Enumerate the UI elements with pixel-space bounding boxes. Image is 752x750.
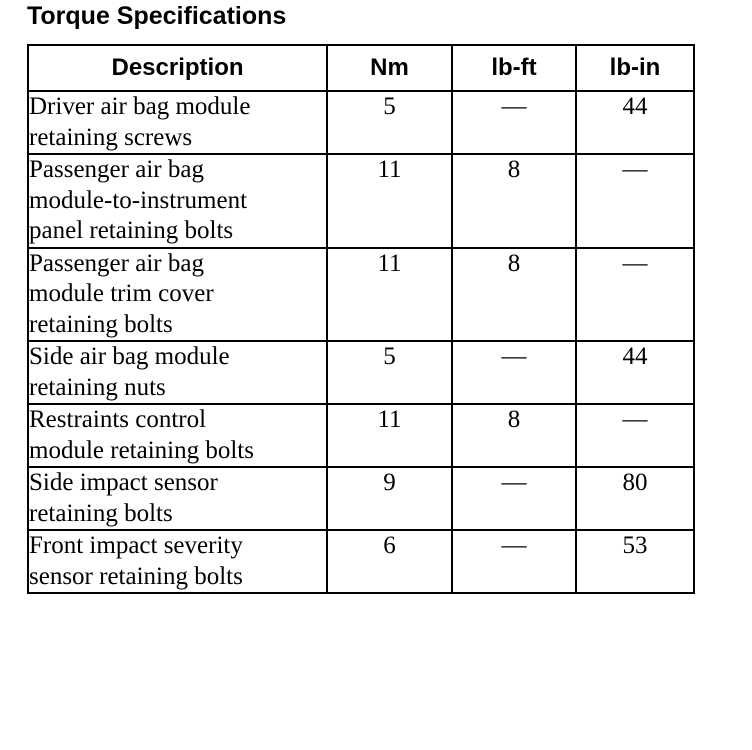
nm-cell: 11	[327, 154, 452, 248]
description-line: Passenger air bag	[29, 249, 204, 277]
description-line: module trim cover	[29, 280, 214, 307]
description-line: Side air bag module	[29, 343, 230, 370]
table-row	[28, 530, 694, 593]
description-line: retaining screws	[29, 123, 193, 151]
column-header-lb-ft: lb-ft	[452, 45, 576, 91]
table-row	[28, 404, 694, 467]
description-cell	[28, 341, 327, 404]
table-row	[28, 467, 694, 530]
column-header-lb-in: lb-in	[576, 45, 694, 91]
lb-in-cell: —	[576, 248, 694, 342]
description-line: module retaining bolts	[29, 436, 254, 464]
description-cell	[28, 467, 327, 530]
description-line: sensor retaining bolts	[29, 562, 243, 590]
description-cell	[28, 248, 327, 342]
lb-in-cell: 44	[576, 341, 694, 404]
description-line: module-to-instrument	[29, 186, 248, 214]
description-cell	[28, 530, 327, 593]
description-line: retaining bolts	[29, 310, 173, 338]
nm-cell: 6	[327, 530, 452, 593]
torque-spec-table	[27, 44, 695, 594]
nm-cell: 9	[327, 467, 452, 530]
table-row	[28, 154, 694, 248]
lb-ft-cell: 8	[452, 154, 576, 248]
table-body	[28, 91, 694, 593]
description-line: Driver air bag module	[29, 93, 251, 120]
lb-ft-cell: —	[452, 341, 576, 404]
lb-ft-cell: 8	[452, 248, 576, 342]
description-cell	[28, 91, 327, 154]
lb-ft-cell: —	[452, 530, 576, 593]
description-line: Restraints control	[29, 406, 207, 433]
nm-cell: 11	[327, 404, 452, 467]
description-cell	[28, 404, 327, 467]
description-line: retaining bolts	[29, 499, 173, 527]
lb-in-cell: —	[576, 404, 694, 467]
nm-cell: 5	[327, 341, 452, 404]
column-header-description: Description	[28, 45, 327, 91]
description-line: Front impact severity	[29, 532, 243, 559]
lb-ft-cell: —	[452, 467, 576, 530]
lb-ft-cell: —	[452, 91, 576, 154]
lb-in-cell: 53	[576, 530, 694, 593]
description-line: panel retaining bolts	[29, 217, 234, 244]
nm-cell: 11	[327, 248, 452, 342]
table-row	[28, 341, 694, 404]
column-header-nm: Nm	[327, 45, 452, 91]
page-title: Torque Specifications	[27, 2, 287, 30]
lb-in-cell: 44	[576, 91, 694, 154]
lb-in-cell: 80	[576, 467, 694, 530]
lb-in-cell: —	[576, 154, 694, 248]
header-row	[28, 45, 694, 91]
description-line: Side impact sensor	[29, 469, 218, 496]
table-row	[28, 248, 694, 342]
description-cell	[28, 154, 327, 248]
nm-cell: 5	[327, 91, 452, 154]
description-line: retaining nuts	[29, 373, 166, 401]
description-line: Passenger air bag	[29, 156, 204, 183]
lb-ft-cell: 8	[452, 404, 576, 467]
table-row	[28, 91, 694, 154]
